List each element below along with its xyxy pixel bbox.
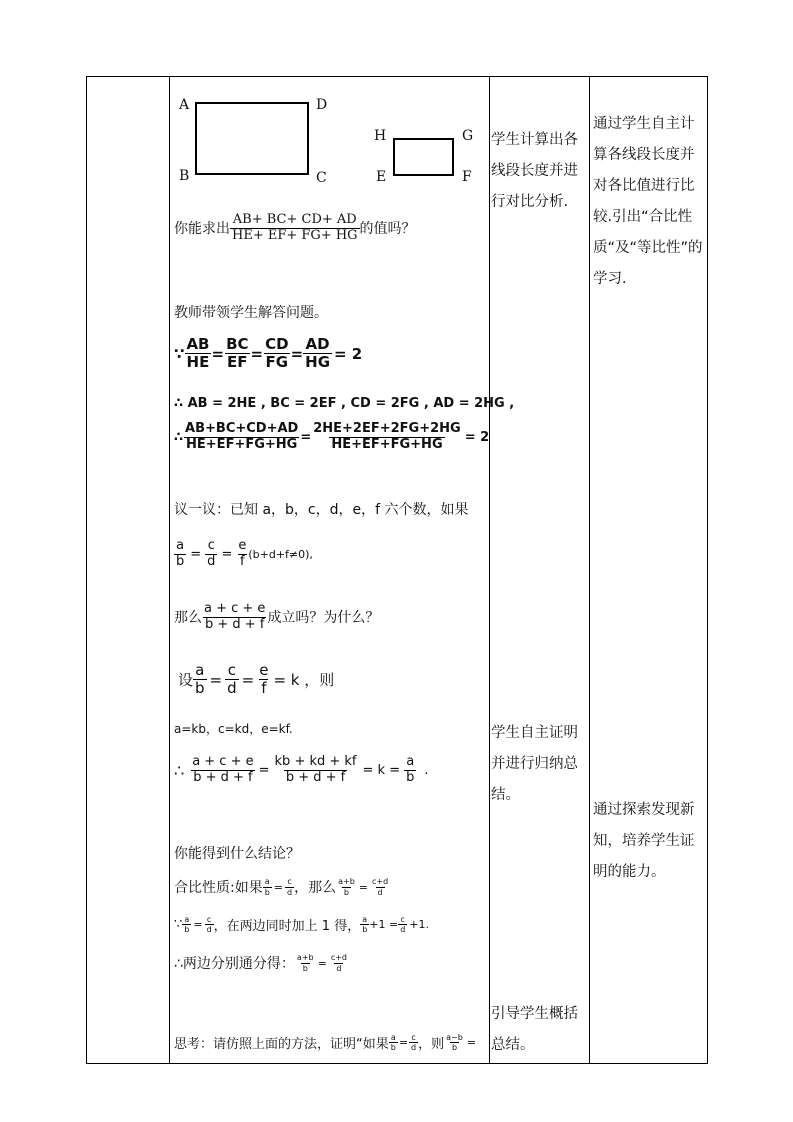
fraction-c-d (225, 662, 239, 698)
numerator: kb + kd + kf (274, 754, 357, 769)
denominator: d (227, 679, 237, 698)
think-line (174, 1033, 476, 1052)
numerator: CD (265, 335, 289, 353)
numerator: c (207, 538, 215, 553)
fraction-c-d (205, 915, 214, 934)
q1-suffix: 的值吗？ (359, 221, 416, 238)
q2-prefix: 那么 (174, 610, 202, 627)
fraction-doubled-sum (311, 422, 462, 453)
fraction-ad-hg (303, 336, 332, 372)
fraction-ab-he (184, 336, 211, 372)
column-divider (589, 77, 590, 1063)
fraction-e-f (236, 539, 248, 570)
period: . (424, 762, 429, 778)
denominator: d (336, 963, 342, 973)
numerator: a (176, 538, 185, 553)
numerator: a (362, 915, 368, 924)
equals: = (258, 762, 270, 778)
label-g: G (462, 128, 474, 144)
condition: (b+d+f≠0), (248, 547, 313, 561)
set-prefix: 设 (178, 671, 194, 690)
numerator: c (206, 915, 212, 924)
proof-line-1 (174, 336, 362, 372)
fraction-amb-b (444, 1033, 465, 1052)
teacher-instruction: 教师带领学生解答问题。 (174, 305, 328, 321)
label-d: D (316, 97, 328, 113)
q1-prefix: 你能求出 (174, 221, 230, 238)
numerator: BC (226, 335, 249, 353)
fraction-cpd-d (329, 953, 349, 972)
fraction-a-b (263, 877, 272, 896)
numerator: 2HE+2EF+2FG+2HG (313, 421, 461, 436)
numerator: AD (305, 335, 330, 353)
label-f: F (462, 169, 472, 185)
equals: = (358, 880, 368, 894)
equals: = (290, 344, 304, 363)
equals: = (241, 670, 255, 689)
question-valid (174, 602, 379, 633)
numerator: c (400, 915, 405, 924)
proof-line-3 (174, 422, 489, 453)
numerator: c (227, 661, 237, 679)
equals: = (250, 344, 264, 363)
fraction-c-d (205, 539, 217, 570)
equals: = (190, 546, 202, 562)
denominator: HE+EF+FG+HG (331, 436, 443, 452)
denominator: f (240, 553, 245, 569)
denominator: HE+EF+FG+HG (186, 436, 298, 452)
equals: = (209, 670, 223, 689)
denominator: HG (305, 353, 331, 372)
property-line (174, 877, 390, 897)
fraction-a-b (174, 539, 186, 570)
because-symbol: ∵ (174, 344, 185, 363)
result-line (174, 755, 429, 786)
numerator: c+d (372, 877, 389, 887)
fraction-c-d (409, 1033, 418, 1052)
conclusion-question: 你能得到什么结论？ (174, 846, 300, 862)
denominator: b (302, 963, 308, 973)
discuss-line: 议一议：已知 a，b，c，d，e，f 六个数，如果 (174, 502, 469, 518)
numerator: c (411, 1033, 416, 1042)
denominator: b (406, 769, 415, 785)
fraction-a-b (404, 755, 416, 786)
denominator: b (362, 925, 368, 935)
label-e: E (376, 169, 387, 185)
think-mid: ，则 (418, 1037, 445, 1053)
column-divider (489, 77, 490, 1063)
denominator: f (261, 679, 267, 698)
lesson-table (86, 76, 708, 1064)
numerator: a+b (338, 877, 355, 887)
numerator: AB (186, 335, 210, 353)
fraction-apb-b (295, 953, 316, 972)
q1-fraction (230, 213, 360, 244)
denominator: FG (265, 353, 289, 372)
equals: = (317, 956, 327, 970)
rectangle-figure (169, 77, 489, 187)
numerator: AB+BC+CD+AD (185, 421, 299, 436)
discuss-equation (174, 539, 313, 570)
numerator: e (238, 538, 247, 553)
design-intent-block-2: 通过探索发现新知，培养学生证明的能力。 (593, 802, 695, 880)
student-activity-block-2: 学生自主证明并进行归纳总结。 (491, 725, 578, 803)
q2-numerator: a + c + e (204, 601, 266, 616)
fraction-apb-b (336, 877, 357, 896)
denominator: b (195, 679, 205, 698)
fraction-c-d (285, 877, 294, 896)
equals: = (193, 918, 203, 932)
plus-one-equals: +1 = (369, 918, 399, 932)
equals: = (398, 1036, 409, 1050)
student-activity-block-3: 引导学生概括总结。 (491, 1006, 578, 1053)
think-prefix: 思考：请仿照上面的方法，证明“如果 (174, 1037, 389, 1053)
fraction-a-b (360, 915, 369, 934)
equals-k: = k = (362, 762, 401, 778)
denominator: d (207, 553, 216, 569)
k-expressions: a=kb，c=kd，e=kf. (174, 722, 293, 736)
rectangle-abcd (195, 102, 309, 175)
fraction-a-b (193, 662, 207, 698)
set-k-line (178, 662, 334, 698)
denominator: b (390, 1043, 396, 1053)
numerator: a−b (446, 1033, 463, 1042)
denominator: b (451, 1043, 458, 1053)
denominator: d (411, 1043, 417, 1053)
numerator: e (259, 661, 269, 679)
fraction-bc-ef (224, 336, 250, 372)
denominator: d (206, 925, 212, 935)
step-2-prefix: ∴两边分别通分得： (174, 956, 295, 972)
q1-numerator: AB+ BC+ CD+ AD (232, 212, 357, 227)
step-1-mid: ，在两边同时加上 1 得， (213, 919, 361, 935)
equals: = (300, 429, 312, 445)
step-1-line (174, 915, 429, 934)
because-symbol: ∵ (174, 917, 183, 933)
numerator: a (184, 915, 190, 924)
numerator: c (287, 877, 292, 887)
plus-one-end: +1. (409, 918, 430, 932)
denominator: b + d + f (193, 769, 253, 785)
denominator: d (400, 925, 406, 935)
question-ratio-sum (174, 213, 416, 244)
fraction-cpd-d (370, 877, 390, 896)
fraction-ace-bdf (190, 755, 255, 786)
rectangle-hgfe (393, 138, 454, 176)
denominator: d (377, 887, 383, 897)
label-c: C (316, 170, 327, 186)
design-intent-block-1: 通过学生自主计算各线段长度并对各比值进行比较.引出“合比性质“及“等比性”的学习. (593, 116, 703, 287)
result: = 2 (464, 429, 490, 445)
set-suffix: = k ，则 (273, 671, 335, 690)
therefore-symbol: ∴ (174, 760, 185, 780)
denominator: b (264, 887, 270, 897)
q2-denominator: b + d + f (205, 616, 265, 632)
q1-denominator: HE+ EF+ FG+ HG (232, 227, 358, 243)
student-activity-block-1: 学生计算出各线段长度并进行对比分析. (491, 132, 578, 210)
numerator: a + c + e (192, 754, 254, 769)
label-b: B (179, 168, 190, 184)
fraction-a-b (389, 1033, 398, 1052)
q2-fraction (202, 602, 267, 633)
proof-line-2: ∴ AB = 2HE , BC = 2EF , CD = 2FG , AD = 2HG , (174, 396, 515, 411)
numerator: a (195, 661, 205, 679)
fraction-cd-fg (263, 336, 290, 372)
result: = 2 (334, 344, 363, 363)
denominator: HE (186, 353, 210, 372)
numerator: a (264, 877, 270, 887)
fraction-c-d (398, 915, 407, 934)
equals: = (211, 344, 225, 363)
fraction-e-f (257, 662, 270, 698)
denominator: b (343, 887, 349, 897)
equals: = (221, 546, 233, 562)
numerator: a (406, 754, 415, 769)
numerator: a (390, 1033, 396, 1042)
denominator: EF (227, 353, 248, 372)
label-h: H (374, 128, 387, 144)
step-2-line (174, 953, 349, 973)
fraction-kb-bdf (273, 755, 359, 786)
denominator: b (184, 925, 190, 935)
fraction-a-b (182, 915, 191, 934)
fraction-sum (183, 422, 300, 453)
label-a: A (179, 97, 190, 113)
think-end: = (466, 1036, 477, 1050)
property-prefix: 合比性质:如果 (174, 880, 263, 896)
numerator: c+d (330, 953, 348, 963)
denominator: d (287, 887, 293, 897)
denominator: b (176, 553, 185, 569)
content-column (169, 77, 515, 1063)
q2-suffix: 成立吗？为什么？ (267, 610, 380, 627)
property-mid: ，那么 (294, 880, 337, 896)
denominator: b + d + f (285, 769, 346, 785)
therefore-symbol: ∴ (174, 429, 184, 445)
numerator: a+b (296, 953, 314, 963)
equals: = (273, 880, 284, 894)
